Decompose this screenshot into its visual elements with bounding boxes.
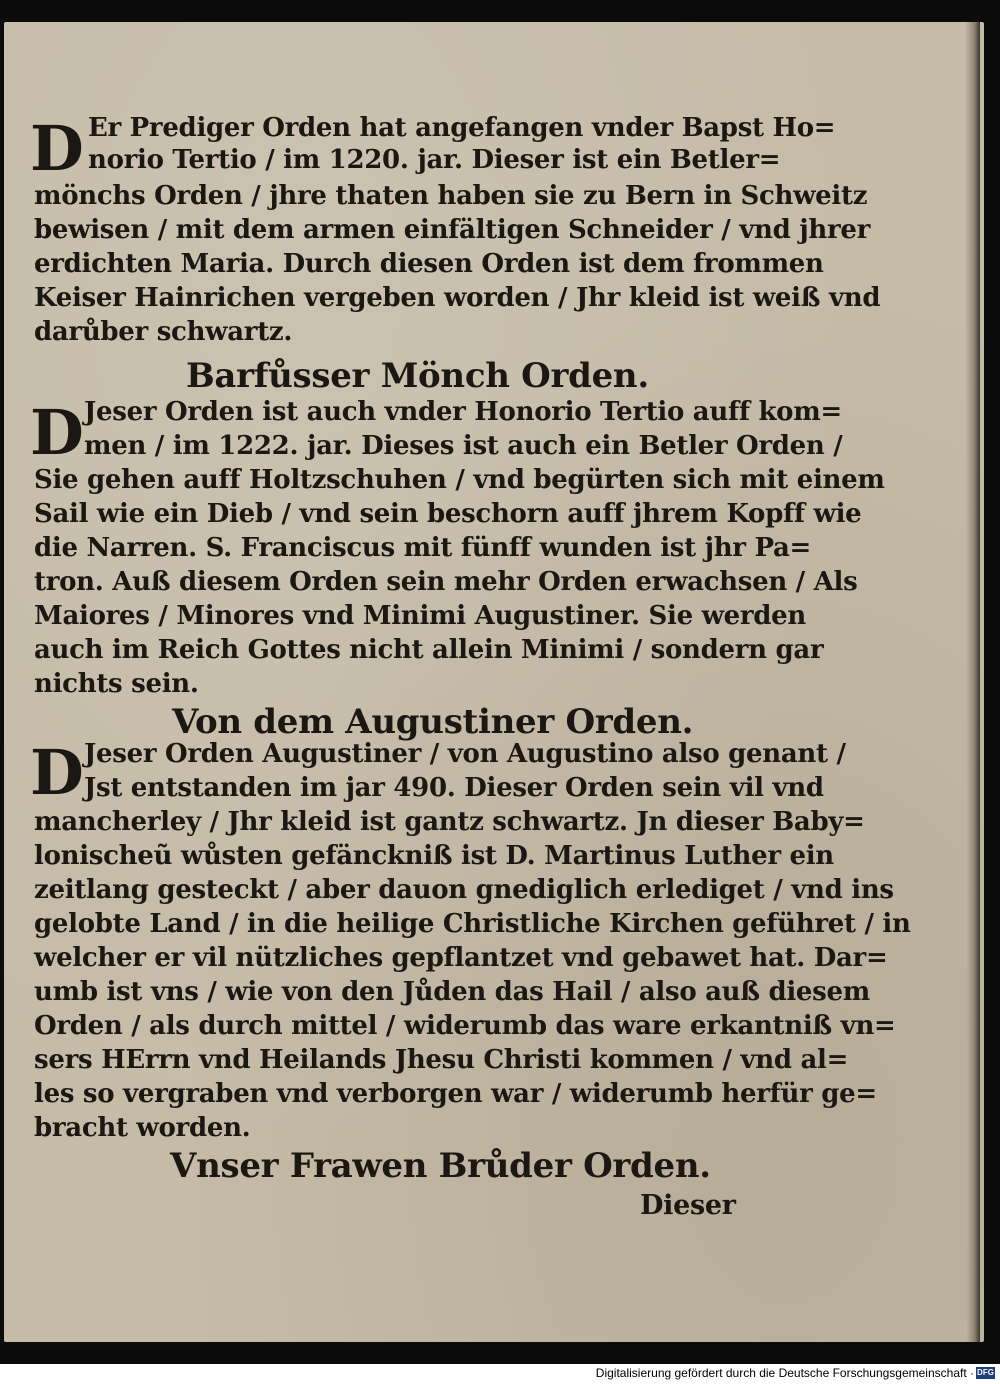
text-line: Sie gehen auff Holtzschuhen / vnd begürten sich mit einem: [34, 465, 885, 495]
text-line: welcher er vil nützliches gepflantzet vnd gebawet hat. Dar=: [34, 943, 888, 973]
text-line: tron. Auß diesem Orden sein mehr Orden erwachsen / Als: [34, 567, 858, 597]
text-line: mancherley / Jhr kleid ist gantz schwartz. Jn dieser Baby=: [34, 807, 865, 837]
text-line: lonischeũ wůsten gefänckniß ist D. Martinus Luther ein: [34, 841, 834, 871]
section-heading: Barfůsser Mönch Orden.: [186, 356, 649, 396]
text-line: nichts sein.: [34, 669, 199, 699]
text-line: les so vergraben vnd verborgen war / widerumb herfür ge=: [34, 1079, 877, 1109]
text-line: bracht worden.: [34, 1113, 251, 1143]
text-line: Sail wie ein Dieb / vnd sein beschorn auff jhrem Kopff wie: [34, 499, 862, 529]
text-line: bewisen / mit dem armen einfältigen Schneider / vnd jhrer: [34, 215, 870, 245]
drop-cap-initial: D: [30, 736, 84, 809]
text-line: Maiores / Minores vnd Minimi Augustiner. Sie werden: [34, 601, 807, 631]
text-line: Jeser Orden ist auch vnder Honorio Tertio auff kom=: [84, 397, 842, 427]
drop-cap-initial: D: [30, 396, 84, 469]
funding-notice: Digitalisierung gefördert durch die Deutsche Forschungsgemeinschaft ·: [595, 1366, 974, 1380]
drop-cap-initial: D: [30, 112, 84, 185]
section-heading: Vnser Frawen Brůder Orden.: [170, 1146, 711, 1186]
text-line: Er Prediger Orden hat angefangen vnder Bapst Ho=: [88, 113, 836, 143]
text-line: Jeser Orden Augustiner / von Augustino also genant /: [84, 739, 846, 769]
text-line: norio Tertio / im 1220. jar. Dieser ist ein Betler=: [88, 145, 781, 175]
text-line: erdichten Maria. Durch diesen Orden ist dem frommen: [34, 249, 824, 279]
text-line: Orden / als durch mittel / widerumb das ware erkantniß vn=: [34, 1011, 896, 1041]
text-line: men / im 1222. jar. Dieses ist auch ein Betler Orden /: [84, 431, 843, 461]
text-line: zeitlang gesteckt / aber dauon gnediglich erlediget / vnd ins: [34, 875, 894, 905]
section-heading: Von dem Augustiner Orden.: [172, 702, 694, 742]
text-line: die Narren. S. Franciscus mit fünff wunden ist jhr Pa=: [34, 533, 812, 563]
text-line: gelobte Land / in die heilige Christliche Kirchen geführet / in: [34, 909, 911, 939]
text-line: sers HErrn vnd Heilands Jhesu Christi kommen / vnd al=: [34, 1045, 849, 1075]
text-line: darůber schwartz.: [34, 317, 293, 347]
text-line: Jst entstanden im jar 490. Dieser Orden sein vil vnd: [84, 773, 824, 803]
dfg-logo-icon: DFG: [977, 1368, 994, 1377]
text-line: Keiser Hainrichen vergeben worden / Jhr kleid ist weiß vnd: [34, 283, 881, 313]
text-line: umb ist vns / wie von den Jůden das Hail / also auß diesem: [34, 977, 870, 1007]
catchword: Dieser: [640, 1190, 736, 1221]
text-line: auch im Reich Gottes nicht allein Minimi / sondern gar: [34, 635, 824, 665]
page-edge: [966, 22, 980, 1342]
text-line: mönchs Orden / jhre thaten haben sie zu Bern in Schweitz: [34, 181, 868, 211]
